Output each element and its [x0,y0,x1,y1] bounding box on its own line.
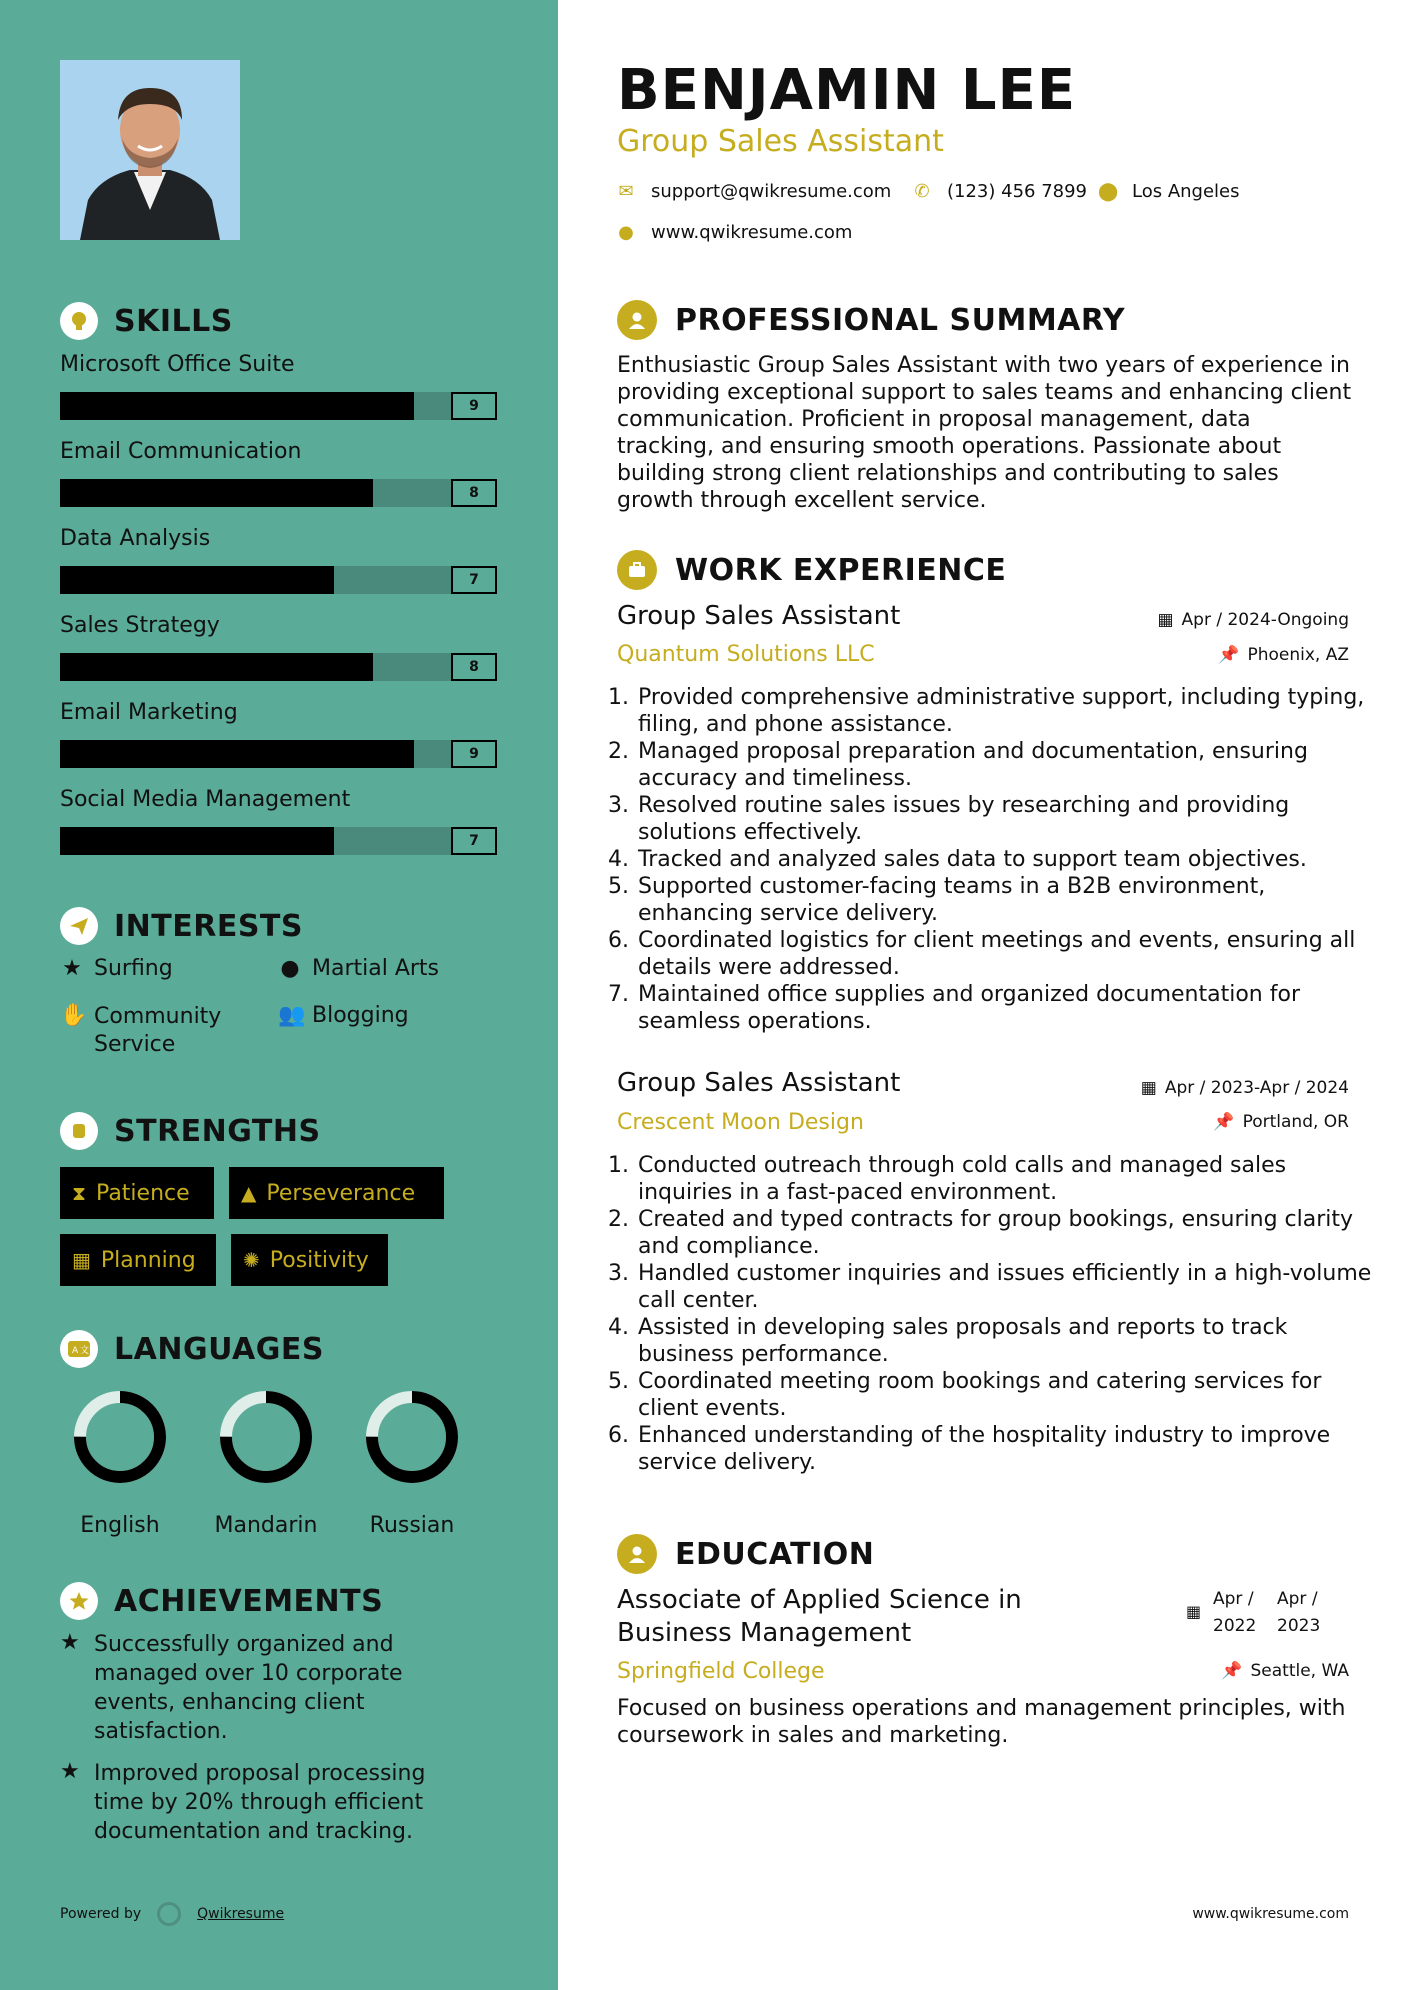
list-item: 2. Created and typed contracts for group bookings, ensuring clarity and compliance. [636,1206,1376,1260]
education-end-date: Apr / 2023 [1277,1589,1321,1636]
education-description: Focused on business operations and management principles, with coursework in sales and marketing. [617,1696,1346,1748]
skills-heading [60,302,233,340]
language-name: Mandarin [214,1513,318,1538]
svg-text:A: A [72,1346,79,1356]
list-item: 4. Assisted in developing sales proposals and reports to track business performance. [636,1314,1376,1368]
job-date: ▦ Apr / 2023-Apr / 2024 [1140,1078,1349,1098]
calendar-icon: ▦ [1157,610,1174,630]
skill-name: Email Communication [60,439,302,464]
education-location: 📌 Seattle, WA [1221,1661,1349,1681]
contact-website: ● www.qwikresume.com [618,222,853,243]
list-item: 5. Coordinated meeting room bookings and catering services for client events. [636,1368,1376,1422]
interest-item-blogging [278,1003,409,1028]
list-item: 3. Resolved routine sales issues by researching and providing solutions effectively. [636,792,1376,846]
lightbulb-icon [60,302,98,340]
sidebar [0,0,558,1990]
skill-bar [60,392,497,420]
calendar-icon: ▦ [1140,1078,1157,1098]
list-item: 5. Supported customer-facing teams in a B2B environment, enhancing service delivery. [636,873,1376,927]
achievements-title: ACHIEVEMENTS [114,1583,384,1619]
skill-bar [60,479,497,507]
interest-label: Martial Arts [312,956,440,981]
job-location: 📌 Phoenix, AZ [1218,645,1349,665]
language-ring [70,1387,170,1487]
degree-title: Associate of Applied Science in Business Management [617,1585,1022,1648]
skill-name: Email Marketing [60,700,238,725]
summary-heading [617,300,1125,340]
calendar-icon: ▦ [1186,1602,1202,1621]
skill-bar [60,653,497,681]
pin-icon: 📌 [1218,645,1240,665]
star-icon: ★ [60,1759,80,1784]
user-icon [617,300,657,340]
strength-chip-perseverance: ▲ Perseverance [229,1167,444,1219]
skill-bar-fill [60,653,373,681]
interest-item-surfing [60,956,173,981]
interest-label: Surfing [94,956,173,981]
footer-website: www.qwikresume.com [1192,1906,1349,1922]
achievement-item: ★ Successfully organized and managed over 10 corporate events, enhancing client satisfaction. [60,1630,403,1744]
powered-by: Powered by Qwikresume [60,1902,284,1926]
skills-title: SKILLS [114,303,233,339]
skill-bar [60,566,497,594]
sun-icon: ✺ [243,1248,260,1272]
strength-chip-positivity: ✺ Positivity [231,1234,388,1286]
skill-bar [60,827,497,855]
summary-title: PROFESSIONAL SUMMARY [675,302,1126,338]
school-name: Springfield College [617,1659,825,1684]
strengths-title: STRENGTHS [114,1113,321,1149]
list-item: 7. Maintained office supplies and organized documentation for seamless operations. [636,981,1376,1035]
list-item: 4. Tracked and analyzed sales data to support team objectives. [636,846,1376,873]
skill-level: 7 [451,827,497,855]
skill-bar-fill [60,566,334,594]
envelope-icon: ✉ [618,181,634,202]
skill-level: 8 [451,653,497,681]
translate-icon [60,1330,98,1368]
list-item: 1. Conducted outreach through cold calls and managed sales inquiries in a fast-paced environment. [636,1152,1376,1206]
pin-icon: 📌 [1213,1112,1235,1132]
list-item: 2. Managed proposal preparation and documentation, ensuring accuracy and timeliness. [636,738,1376,792]
languages-heading [60,1330,324,1368]
candidate-name: BENJAMIN LEE [617,58,1077,123]
candidate-title: Group Sales Assistant [617,124,944,159]
experience-heading [617,550,1006,590]
interest-item-community-service [60,1003,260,1059]
skill-name: Microsoft Office Suite [60,352,295,377]
skill-level: 7 [451,566,497,594]
phone-icon: ✆ [914,181,930,202]
job-bullets [612,684,1376,1035]
hourglass-icon: ⧗ [72,1181,87,1205]
list-item: 3. Handled customer inquiries and issues efficiently in a high-volume call center. [636,1260,1376,1314]
experience-title: WORK EXPERIENCE [675,552,1007,588]
qwikresume-link[interactable]: Qwikresume [197,1906,285,1922]
contact-location: ⬤ Los Angeles [1098,181,1240,202]
skill-level: 9 [451,740,497,768]
profile-photo [60,60,240,240]
language-name: English [80,1513,160,1538]
contact-email: ✉ support@qwikresume.com [618,181,892,202]
skill-name: Sales Strategy [60,613,220,638]
pin-icon: 📌 [1221,1661,1243,1681]
briefcase-icon [617,550,657,590]
contact-phone: ✆ (123) 456 7899 [914,181,1088,202]
interests-title: INTERESTS [114,908,303,944]
skill-name: Data Analysis [60,526,211,551]
job-title: Group Sales Assistant [617,1068,901,1098]
skill-bar-fill [60,827,334,855]
calendar-icon: ▦ [72,1248,91,1272]
achievements-heading [60,1582,383,1620]
skill-bar-fill [60,740,414,768]
language-ring [216,1387,316,1487]
star-icon: ★ [60,1630,80,1655]
language-item [60,1387,180,1538]
job-bullets [612,1152,1376,1476]
education-start-date: Apr / 2022 [1213,1589,1257,1636]
mountain-icon: ▲ [241,1181,257,1205]
job-company: Crescent Moon Design [617,1110,864,1135]
fist-icon [60,1112,98,1150]
map-pin-icon: ⬤ [1098,181,1119,202]
qwikresume-logo-icon [157,1902,181,1926]
skill-bar-fill [60,479,373,507]
job-title: Group Sales Assistant [617,601,901,631]
graduate-icon [617,1534,657,1574]
language-item [352,1387,472,1538]
skill-bar-fill [60,392,414,420]
interest-label: Community Service [94,1004,222,1057]
language-ring [362,1387,462,1487]
job-company: Quantum Solutions LLC [617,642,875,667]
strength-chip-planning: ▦ Planning [60,1234,216,1286]
list-item: 1. Provided comprehensive administrative support, including typing, filing, and phone assistance. [636,684,1376,738]
strength-chip-patience: ⧗ Patience [60,1167,214,1219]
interest-label: Blogging [312,1003,409,1028]
interests-heading [60,907,303,945]
skill-name: Social Media Management [60,787,351,812]
skill-bar [60,740,497,768]
star-icon: ★ [62,956,82,981]
job-location: 📌 Portland, OR [1213,1112,1349,1132]
education-heading [617,1534,874,1574]
skill-level: 9 [451,392,497,420]
languages-title: LANGUAGES [114,1331,324,1367]
job-date: ▦ Apr / 2024-Ongoing [1157,610,1349,630]
paper-plane-icon [60,907,98,945]
star-badge-icon [60,1582,98,1620]
globe-icon: ● [280,956,300,981]
education-title: EDUCATION [675,1536,875,1572]
achievement-item: ★ Improved proposal processing time by 20% through efficient documentation and tracking. [60,1759,426,1844]
language-name: Russian [369,1513,455,1538]
skill-level: 8 [451,479,497,507]
language-item [206,1387,326,1538]
strengths-heading [60,1112,321,1150]
interest-item-martial-arts [278,956,439,981]
list-item: 6. Coordinated logistics for client meetings and events, ensuring all details were addressed. [636,927,1376,981]
svg-text:文: 文 [80,1346,90,1356]
summary-text: Enthusiastic Group Sales Assistant with two years of experience in providing exceptional support to sales teams and enhancing client communication. Proficient in proposal management, data tracking, and ensuring smooth operations. Passionate about building strong client relationships and contributing to sales growth through excellent service. [617,353,1352,513]
list-item: 6. Enhanced understanding of the hospitality industry to improve service delivery. [636,1422,1376,1476]
hand-icon: ✋ [60,1003,88,1028]
globe-icon: ● [618,222,634,243]
users-icon: 👥 [278,1003,306,1028]
